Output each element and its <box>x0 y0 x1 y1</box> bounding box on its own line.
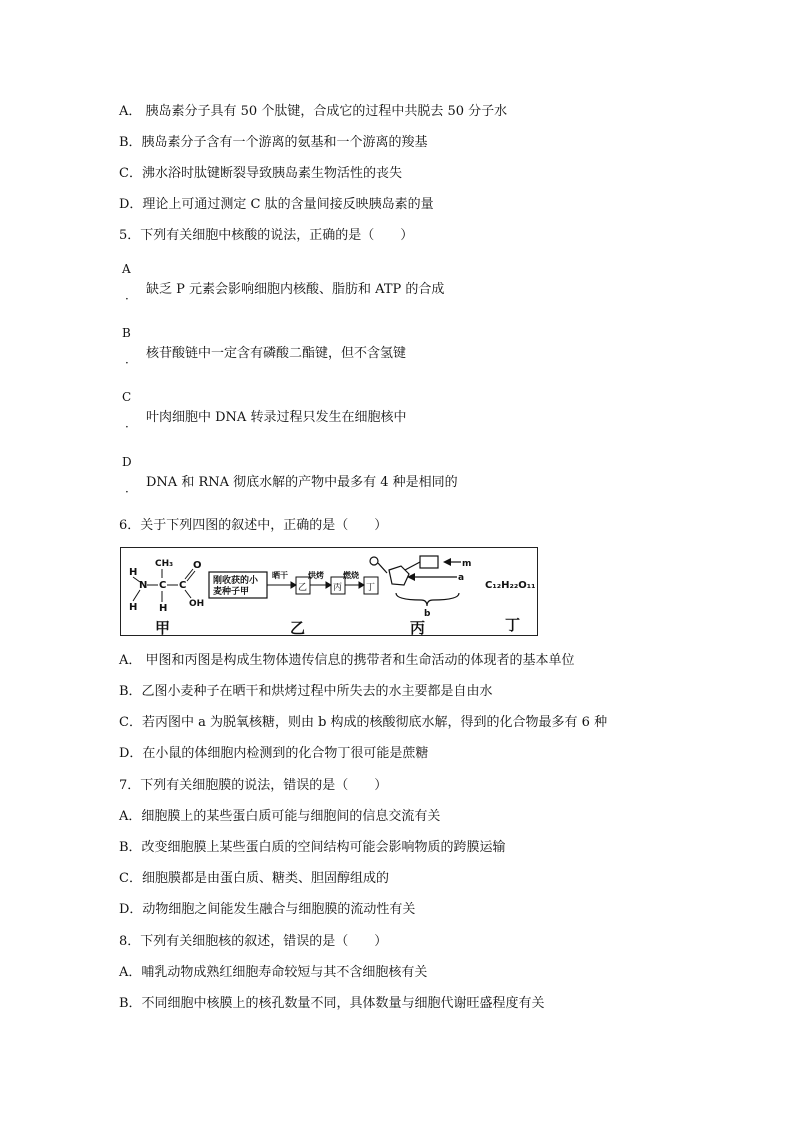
q6-option-c: C．若丙图中 a 为脱氧核糖，则由 b 构成的核酸彻底水解，得到的化合物最多有 6 种 <box>119 715 608 730</box>
jia-ch3: CH₃ <box>155 559 174 569</box>
q7-option-a: A．细胞膜上的某些蛋白质可能与细胞间的信息交流有关 <box>119 809 441 824</box>
ding-formula: C₁₂H₂₂O₁₁ <box>485 580 536 591</box>
yi-seed-label-2: 麦种子甲 <box>213 587 250 597</box>
option-letter: A <box>122 262 131 276</box>
q6-figure <box>120 547 538 636</box>
yi-box-ding-label: 丁 <box>366 583 376 593</box>
q8-stem: 8．下列有关细胞核的叙述，错误的是（ ） <box>119 934 388 949</box>
jia-h3: H <box>159 603 168 614</box>
q4-option-a: A． 胰岛素分子具有 50 个肽键，合成它的过程中共脱去 50 分子水 <box>119 104 508 119</box>
jia-c1: C <box>159 580 167 591</box>
option-text: 核苷酸链中一定含有磷酸二酯键，但不含氢键 <box>146 346 407 361</box>
option-dot: · <box>125 485 129 499</box>
q5-option-d <box>122 455 542 503</box>
q6-stem: 6．关于下列四图的叙述中，正确的是（ ） <box>119 518 388 533</box>
q5-stem: 5．下列有关细胞中核酸的说法，正确的是（ ） <box>119 228 414 243</box>
q5-option-c <box>122 390 542 438</box>
jia-oh: OH <box>189 599 205 609</box>
option-text: 叶肉细胞中 DNA 转录过程只发生在细胞核中 <box>146 410 407 425</box>
caption-ding: 丁 <box>505 616 521 634</box>
yi-arrows <box>267 582 364 588</box>
bing-arrow-m <box>443 558 451 566</box>
option-text: DNA 和 RNA 彻底水解的产物中最多有 4 种是相同的 <box>146 475 458 490</box>
bing-label-b: b <box>424 609 431 619</box>
jia-h2: H <box>129 602 138 613</box>
yi-step-burn: 燃烧 <box>343 571 359 580</box>
bing-label-m: m <box>462 559 472 569</box>
q4-option-d: D．理论上可通过测定 C 肽的含量间接反映胰岛素的量 <box>119 197 434 212</box>
caption-bing: 丙 <box>410 619 426 637</box>
figure-captions <box>155 616 520 637</box>
option-letter: D <box>122 455 132 469</box>
yi-box-yi-label: 乙 <box>298 583 308 593</box>
q7-option-d: D．动物细胞之间能发生融合与细胞膜的流动性有关 <box>119 902 416 917</box>
q6-option-d: D．在小鼠的体细胞内检测到的化合物丁很可能是蔗糖 <box>119 746 429 761</box>
q4-option-c: C．沸水浴时肽键断裂导致胰岛素生物活性的丧失 <box>119 166 402 181</box>
yi-box-bing-label: 丙 <box>333 583 343 593</box>
option-dot: · <box>125 292 129 306</box>
jia-o: O <box>193 560 202 571</box>
yi-step-dry: 晒干 <box>272 571 288 580</box>
yi-step-bake: 烘烤 <box>308 571 324 580</box>
jia-h1: H <box>129 567 138 578</box>
caption-yi: 乙 <box>290 619 306 637</box>
q5-option-b <box>122 326 542 374</box>
jia-c2: C <box>179 580 187 591</box>
option-dot: · <box>125 420 129 434</box>
q8-option-b: B．不同细胞中核膜上的核孔数量不同，具体数量与细胞代谢旺盛程度有关 <box>119 996 545 1011</box>
q6-figure-svg <box>121 548 539 637</box>
option-dot: · <box>125 356 129 370</box>
caption-jia: 甲 <box>155 619 171 637</box>
q4-option-b: B．胰岛素分子含有一个游离的氨基和一个游离的羧基 <box>119 135 428 150</box>
bing-label-a: a <box>458 573 465 583</box>
q7-option-c: C．细胞膜都是由蛋白质、糖类、胆固醇组成的 <box>119 871 389 886</box>
option-letter: C <box>122 390 132 404</box>
q6-option-a: A． 甲图和丙图是构成生物体遗传信息的携带者和生命活动的体现者的基本单位 <box>119 653 575 668</box>
jia-amino-acid <box>129 559 204 614</box>
q6-option-b: B．乙图小麦种子在晒干和烘烤过程中所失去的水主要都是自由水 <box>119 684 493 699</box>
q7-stem: 7．下列有关细胞膜的说法，错误的是（ ） <box>119 778 388 793</box>
yi-seed-label-1: 刚收获的小 <box>213 576 259 586</box>
option-text: 缺乏 P 元素会影响细胞内核酸、脂肪和 ATP 的合成 <box>146 282 445 297</box>
bing-arrow-a <box>407 573 415 581</box>
jia-n: N <box>139 580 148 591</box>
q7-option-b: B．改变细胞膜上某些蛋白质的空间结构可能会影响物质的跨膜运输 <box>119 840 506 855</box>
q5-option-a <box>122 262 542 310</box>
q8-option-a: A．哺乳动物成熟红细胞寿命较短与其不含细胞核有关 <box>119 965 428 980</box>
option-letter: B <box>122 326 131 340</box>
